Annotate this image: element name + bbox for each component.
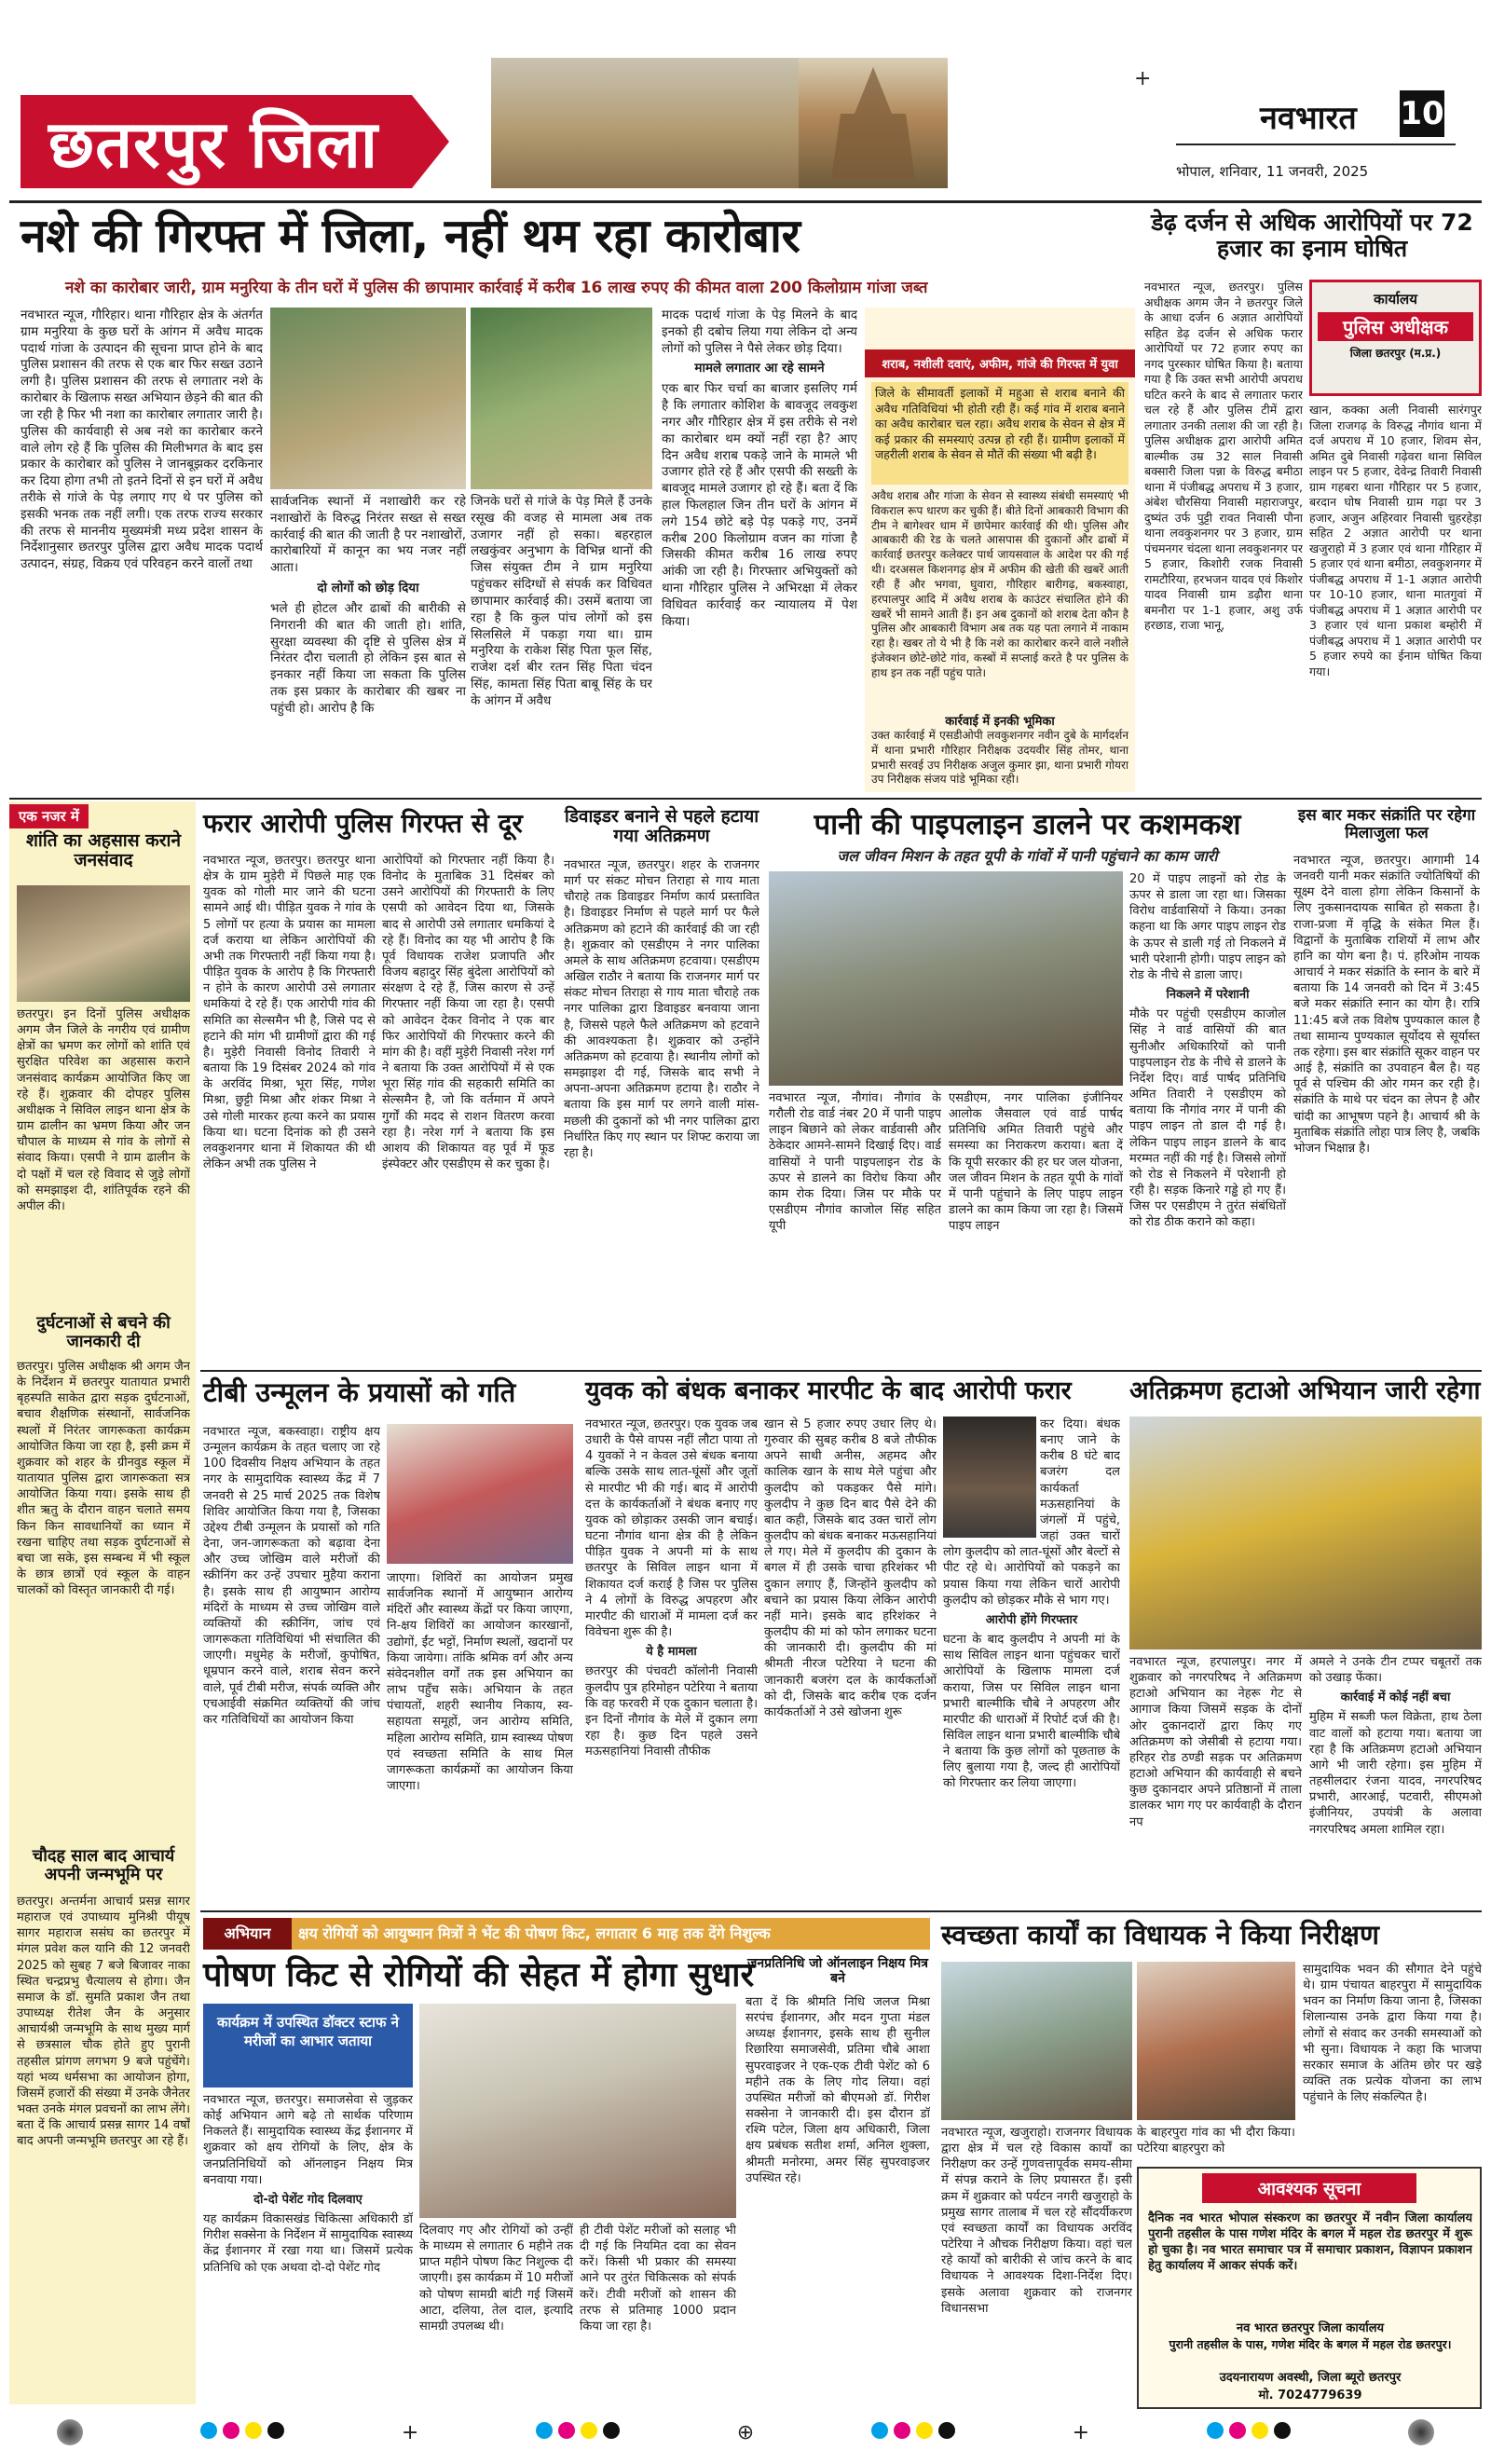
atikraman-col-2: [1309, 1654, 1482, 1906]
poshan-col-1b-text: यह कार्यक्रम विकासखंड चिकित्सा अधिकारी डॉ गिरीश सक्सेना के निर्देशन में सामुदायिक स्वास्थ्य केंद्र ईशानगर में रखा गया था। जिसमें प्रत्येक प्रतिनिधि को एक अथवा दो-दो पेशेंट गोद: [203, 2212, 413, 2275]
dateline: भोपाल, शनिवार, 11 जनवरी, 2025: [1176, 163, 1369, 180]
bandhak-col-1b-text: छतरपुर की पंचवटी कॉलोनी निवासी कुलदीप पुत्र हरिमोहन पटेरिया ने बताया कि वह फरवरी में एक दुकान चलाता है। इन दिनों नौगांव के मेले में दुकान लगा रहा है। कुछ दिन पहले उसने मऊसहानियां निवासी तौफीक: [585, 1664, 758, 1759]
paper-name: नवभारत: [1260, 100, 1357, 137]
lead-col-4: [662, 308, 857, 792]
bandhak-col-1-subhead: ये है मामला: [646, 1645, 697, 1660]
atikraman-col-2-text: अमले ने उनके टीन टप्पर चबूतरों तक को उखाड़ फेंका।: [1309, 1655, 1482, 1686]
sidebar-story3-head: चौदह साल बाद आचार्य अपनी जन्मभूमि पर: [32, 1846, 175, 1885]
sharab-box-body: अवैध शराब और गांजा के सेवन से स्वास्थ्य संबंधी समस्याएं भी विकराल रूप धारण कर चुकी हैं। बीते दिनों आबकारी विभाग की टीम ने बागेश्वर धाम में छापेमार कार्रवाई की थी। पुलिस और आबकारी की रेड के चलते आसपास की दुकानों और ढाबों में कार्रवाई छतरपुर कलेक्टर पार्थ जायसवाल के आदेश पर की गई थी। दरअसल किशनगढ़ क्षेत्र में अफीम की खेती की खबरें आती रही हैं और भगवा, घुवारा, गौरिहार बारीगढ़, बकस्वाहा, हरपालपुर आदि में अवैध शराब के काउंटर संचालित होने की खबरें भी सामने आती हैं। इन अब दुकानों को शराब देता कौन है पुलिस और आबकारी विभाग अब तक यह पता लगाने में नाकाम रहा है। खबर तो ये भी है कि नशे का कारोबार करने वाले नशीले इंजेक्शन छोटे-छोटे गांव, कस्बों में सप्लाई करते है पर पुलिस के हाथ इन तक नहीं पहुंच पाते।: [871, 489, 1129, 679]
suchna-body: दैनिक नव भारत भोपाल संस्करण का छतरपुर में नवीन जिला कार्यालय पुरानी तहसील के पास गणेश मंदिर के बगल में महल रोड छतरपुर में शुरू हो चुका है। नव भारत समाचार पत्र में समाचार प्रकाशन, विज्ञापन प्रकाशन हेतु कार्यालय में आकर संपर्क करें।: [1148, 2211, 1472, 2274]
poshan-col-3: ही टीवी पेशेंट मरीजों को सलाह भी दी गई कि नियमित दवा का सेवन करें। किसी भी प्रकार की समस्या आने पर तुरंत चिकित्सक को संपर्क करें। टीवी मरीजों को शासन की तरफ से प्रतिमाह 1000 प्रदान किया जा रहा है।: [580, 2224, 736, 2334]
poshan-col-1-subhead: दो-दो पेशेंट गोद दिलवाए: [253, 2192, 362, 2207]
poshan-band-text: क्षय रोगियों को आयुष्मान मित्रों ने भेंट की पोषण किट, लगातार 6 माह तक देंगे निशुल्क: [298, 1924, 771, 1942]
temple-photo: [799, 58, 948, 188]
pipeline-subhead: जल जीवन मिशन के तहत यूपी के गांवों में पानी पहुंचाने का काम जारी: [837, 847, 1218, 865]
lead-photo-2: [471, 308, 652, 489]
sidebar-photo: [17, 885, 190, 1002]
lead-col-1-text: नवभारत न्यूज, गौरिहार। थाना गौरिहार क्षेत्र के अंतर्गत ग्राम मनुरिया के कुछ घरों के आंगन में अवैध मादक पदार्थ गांजा के उत्पादन की सूचना प्राप्त होने के बाद पुलिस प्रशासन की तरफ से एक बार फिर सख्त उठाने लगी है। पुलिस प्रशासन की तरफ से लगातार नशे के कारोबार के खिलाफ सख्त अभियान छेड़ने की बात की जा रही है फिर भी नशा का कारोबार लगातार जारी है। पुलिस की कार्यवाही से अब नशे का कारोबार करने वाले लोग रहे हैं कि पुलिस की मिलीभगत के बाद इस प्रकार के कारोबार को पुलिस ने जानबूझकर दरकिनार कर दिया होगा तभी तो इतने दिनों से इन घरों में अवैध तरीके से गांजे के पेड़ लगाए गए थे पर पुलिस को इसकी भनक तक नहीं लगी। एक तरफ राज्य सरकार की तरफ से माननीय मुख्यमंत्री मध्य प्रदेश शासन के निर्देशानुसार छतरपुर पुलिस द्वारा अवैध मादक पदार्थ उत्पादन, संग्रह, विक्रय एवं परिवहन करने वालों तथा: [21, 308, 263, 572]
lead-col-2: [270, 494, 466, 792]
registration-mark: +: [1134, 67, 1152, 90]
lead-col-2-subhead: दो लोगों को छोड़ दिया: [317, 581, 419, 596]
bandhak-col-3-subhead: आरोपी होंगे गिरफ्तार: [985, 1612, 1078, 1627]
swachhta-photo-1: [941, 1962, 1132, 2120]
masthead-bottom-rule: [9, 200, 1482, 203]
divider-text: नवभारत न्यूज, छतरपुर। शहर के राजनगर मार्ग पर संकट मोचन तिराहा से गाय माता चौराहे तक डिवाइडर निर्माण कार्य प्रस्तावित है। डिवाइडर निर्माण से पहले मार्ग पर फैले अतिक्रमण को हटाने की कार्रवाई की जा रही है। शुक्रवार को एसडीएम ने नगर पालिका अमले के साथ अतिक्रमण हटवाया। एसडीएम अखिल राठौर ने बताया कि राजनगर मार्ग पर संकट मोचन तिराहा से गाय माता चौराहे तक नगर पालिका द्वारा डिवाइडर बनवाया जाना है, जिससे पहले फैले अतिक्रमण को हटवाने की आवश्यकता है। शुक्रवार को उन्होंने अतिक्रमण को हटवाया है। स्थानीय लोगों को समझाइश दी गई, जिसके बाद सभी ने अपना-अपना अतिक्रमण हटाया है। राठौर ने बताया कि इस मार्ग पर लगने वाली मांस-मछली की दुकानों को भी नगर पालिका द्वारा निर्धारित किए गए स्थान पर शिफ्ट कराया जा रहा है।: [564, 858, 759, 1160]
swachhta-col-1: नवभारत न्यूज, खजुराहो। राजनगर विधायक द्वारा क्षेत्र में चल रहे विकास कार्यों का निरीक्षण कर उन्हें गुणवत्तापूर्वक समय-सीमा में संपन्न कराने के लिए प्रयासरत हैं। इसी क्रम में शुक्रवार को पर्यटन नगरी खजुराहो के प्रमुख सागर तालाब में चल रहे सौंदर्यीकरण एवं स्वच्छता कार्यों का विधायक अरविंद पटेरिया ने औचक निरीक्षण किया। वहां चल रहे कार्यों को बारीकी से जांच करने के बाद विधायक ने आवश्यक दिशा-निर्देश दिए। इसके अलावा शुक्रवार को राजनगर विधानसभा: [941, 2126, 1132, 2316]
sharab-box-title: शराब, नशीली दवाएं, अफीम, गांजे की गिरफ्त में युवा: [865, 349, 1135, 377]
farar-headline: फरार आरोपी पुलिस गिरफ्त से दूर: [203, 808, 523, 839]
tb-photo: [387, 1424, 573, 1564]
registration-plus-2: ⊕: [736, 2420, 755, 2444]
poshan-col-4-head: जनप्रतिनिधि जो ऑनलाइन निक्षय मित्र बने: [746, 1956, 928, 1986]
pipeline-col-3-subhead: निकलने में परेशानी: [1166, 988, 1250, 1003]
sankranti-headline: इस बार मकर संक्रांति पर रहेगा मिलाजुला फल: [1297, 806, 1476, 843]
sharab-box-intro: जिले के सीमावर्ती इलाकों में महुआ से शराब बनाने की अवैध गतिविधियां भी होती रही हैं। कई गांव में शराब बनाने का अवैध कारोबार चल रहा। अवैध शराब के सेवन से क्षेत्र में कई प्रकार की समस्याएं उत्पन्न हो रही हैं। ग्रामीण इलाकों में जहरीली शराब के सेवन से मौतें की संख्या भी बढ़ी है।: [871, 382, 1129, 485]
rule-3: [200, 1910, 1482, 1912]
lead-col-3: [471, 494, 652, 792]
poshan-headline: पोषण किट से रोगियों की सेहत में होगा सुधार: [203, 1956, 755, 1994]
pipeline-headline: पानी की पाइपलाइन डालने पर कशमकश: [814, 808, 1241, 842]
bandhak-col-1-text: नवभारत न्यूज, छतरपुर। एक युवक जब उधारी के पैसे वापस नहीं लौटा पाया तो 4 युवकों ने न केवल उसे बंधक बनाया बल्कि उसके साथ लात-घूंसों और जूतों से मारपीट भी की गई। बाद में आरोपी दत्त के कार्यकर्ताओं ने बंधक बनाए गए युवक को छोड़ाकर उसकी जान बचाई। घटना नौगांव थाना क्षेत्र की है लेकिन पीड़ित युवक ने अपनी मां के साथ छतरपुर के सिविल लाइन थाना में शिकायत दर्ज कराई है जिस पर पुलिस ने 4 लोगों के विरुद्ध अपहरण और मारपीट की धाराओं में मामला दर्ज कर विवेचना शुरू की है।: [585, 1417, 758, 1640]
bandhak-headline: युवक को बंधक बनाकर मारपीट के बाद आरोपी फरार: [585, 1376, 1072, 1405]
pipeline-col-1: नवभारत न्यूज, नौगांव। नौगांव के गरौली रोड वार्ड नंबर 20 में पानी पाइप लाइन बिछाने को लेकर वार्डवासी और ठेकेदार आमने-सामने दिखाई दिए। वार्ड वासियों ने पानी पाइपलाइन रोड के ऊपर से डालने का विरोध किया और काम रोक दिया। जिस पर मौके पर एसडीएम नौगांव काजोल सिंह सहित यूपी: [769, 1091, 941, 1234]
sign-line-3: जिला छतरपुर (म.प्र.): [1349, 347, 1442, 360]
rule-2: [200, 1370, 1482, 1372]
inaam-body-1: नवभारत न्यूज, छतरपुर। पुलिस अधीक्षक अगम जैन ने छतरपुर जिले के आधा दर्जन 6 अज्ञात आरोपियों सहित डेढ़ दर्जन से अधिक फरार आरोपियों पर 72 हजार रुपए का नगद पुरस्कार घोषित किया है। बताया गया है कि उक्त सभी आरोपी अपराध घटित करने के बाद से लगातार फरार चल रहे हैं और पुलिस टीमें द्वारा लगातार उनकी तलाश की जा रही है। पुलिस अधीक्षक द्वारा आरोपी अमित बाल्मीक उम्र 32 साल निवासी बक्सारी जिला पन्ना के विरुद्ध बमीठा थाना में पंजीबद्ध अपराध में 3 हजार, अंबेश चौरसिया निवासी महाराजपुर, दुष्यंत उर्फ पुट्टी रावत निवासी पौना थाना लवकुशनगर पर 3 हजार, ग्राम पंचमनगर चंदला थाना लवकुशनगर पर 5 हजार, किशोरी रजक निवासी रामटौरिया, हरभजन यादव एवं किशोर यादव निवासी ग्राम डढ़ौरा थाना बमनौरा पर 1-1 हजार, अशु उर्फ हरछाड, राजा भानू,: [1144, 280, 1303, 632]
poshan-col-1: [203, 2092, 413, 2409]
poshan-tag: अभियान: [203, 1918, 292, 1950]
sp-office-sign: [1309, 280, 1482, 396]
color-dots-3: [869, 2422, 958, 2443]
farar-col-1: नवभारत न्यूज, छतरपुर। छतरपुर थाना क्षेत्र के ग्राम मुड़ेरी में पिछले माह एक युवक को गोली मार जाने की घटना सामने आई थी। पीड़ित युवक ने गांव के 5 लोगों पर हत्या के प्रयास का मामला दर्ज कराया था लेकिन आरोपियों की अभी तक गिरफ्तारी नहीं किया गया है। पीड़ित युवक के आरोप है कि गिरफ्तारी न होने के कारण आरोपी उसे लगातार धमकियां दे रहे हैं। एक आरोपी गांव की समिति का सेल्समैन भी है, जिसे पद से हटाने की मांग भी ग्रामीणों द्वारा की गई है। मुड़ेरी निवासी विनोद तिवारी ने बताया कि 19 दिसंबर 2024 को गांव के अरविंद मिश्रा, भूरा सिंह, गणेश मिश्रा, छुट्टी मिश्रा और शंकर मिश्रा ने उसे गोली मारकर हत्या करने का प्रयास किया था। घटना दिनांक को ही उसने लवकुशनगर थाना में शिकायत की थी लेकिन अभी तक पुलिस ने: [203, 854, 376, 1171]
atikraman-photo: [1129, 1417, 1482, 1650]
color-dots-2: [533, 2422, 622, 2443]
tb-col-1: नवभारत न्यूज, बकस्वाहा। राष्ट्रीय क्षय उन्मूलन कार्यक्रम के तहत चलाए जा रहे 100 दिवसीय निक्षय अभियान के तहत नगर के सामुदायिक स्वास्थ्य केंद्र में 7 जनवरी से 25 मार्च 2025 तक विशेष शिविर आयोजित किया गया है, जिसका उद्देश्य टीबी उन्मूलन के प्रयासों को गति देना, जन-जागरूकता को बढ़ावा देना और उच्च जोखिम वाले मरीजों की स्क्रीनिंग कर उन्हें उपचार मुहैया कराना है। इसके साथ ही आयुष्मान आरोग्य मंदिरों के माध्यम से उच्च जोखिम वाले व्यक्तियों की स्क्रीनिंग, जांच एवं जागरूकता गतिविधियां भी संचालित की जाएगी। मधुमेह के मरीजों, कुपोषित, धूम्रपान करने वाले, शराब सेवन करने वाले, पूर्व टीबी मरीज, संपर्क व्यक्ति और एचआईवी संक्रमित व्यक्तियों की जांच कर गतिविधियों का आयोजन किया: [203, 1425, 380, 1727]
bandhak-col-1: [585, 1417, 758, 1906]
poshan-col-4: बता दें कि श्रीमति निधि जलज मिश्रा सरपंच ईशानगर, और मदन गुप्ता मंडल अध्यक्ष ईशानगर, इसके साथ ही सुनील रिछारिया समाजसेवी, प्रतिमा चौबे आशा सुपरवाइजर ने एक-एक टीवी पेशेंट को 6 महीने तक के लिए गोद लिया। वहां उपस्थित मरीजों को बीएमओ डॉ. गिरीश सक्सेना ने जानकारी दी। इस दौरान डॉ रश्मि पटेल, जिला क्षय अधिकारी, जिला क्षय प्रबंधक सतीश शर्मा, अनिल शुक्ला, श्रीमती मनोरमा, अमर सिंह सुपरवाइजर उपस्थित रहे।: [746, 1995, 930, 2185]
farar-col-2: आरोपियों को गिरफ्तार नहीं किया है। विनोद के मुताबिक 31 दिसंबर को उसने आरोपियों की गिरफ्तारी के लिए एसपी को आवेदन दिया था, जिसके बाद से आरोपी उसे लगातार धमकियां दे रहे हैं। विनोद का यह भी आरोप है कि पूर्व विधायक राजेश प्रजापति और विजय बहादुर सिंह बुंदेला आरोपियों को संरक्षण दे रहे हैं, जिस कारण से उन्हें गिरफ्तार नहीं किया जा रहा है। एसपी को आवेदन देकर विनोद ने एक बार फिर आरोपियों की गिरफ्तार करने की मांग की है। वहीं मुड़ेरी निवासी नरेश गर्ग ने बताया कि उक्त आरोपियों में से एक भूरा सिंह गांव की सहकारी समिति का सेल्समैन है, जो कि वर्तमान में अपने गुर्गों की मदद से राशन वितरण करवा रहा है। नरेश गर्ग ने बताया कि इस आशय की शिकायत वह पूर्व में फूड इंस्पेक्टर और एसडीएम से कर चुका है।: [382, 854, 554, 1171]
fort-photo: [491, 58, 799, 188]
lead-headline: नशे की गिरफ्त में जिला, नहीं थम रहा कारोबार: [21, 209, 800, 263]
tb-headline: टीबी उन्मूलन के प्रयासों को गति: [203, 1376, 516, 1408]
pipeline-col-3: [1129, 871, 1286, 1365]
lead-photo-1: [270, 308, 466, 489]
atikraman-col-1: नवभारत न्यूज, हरपालपुर। नगर में शुक्रवार को नगरपरिषद ने अतिक्रमण हटाओ अभियान का नेहरू गेट से आगाज किया जिसमें सड़क के दोनों ओर दुकानदारों द्वारा किए गए अतिक्रमण को जेसीबी से हटाया गया। हरिहर रोड ठण्डी सड़क पर अतिक्रमण हटाओ अभियान की कार्यवाही से बचने कुछ दुकानदार अपने प्रतिष्ठानों में ताला डालकर भाग गए पर कार्यवाही के दौरान नप: [1129, 1655, 1302, 1829]
sidebar-story2-head: दुर्घटनाओं से बचने की जानकारी दी: [36, 1313, 171, 1352]
sidebar-story3-text: छतरपुर। अन्तर्मना आचार्य प्रसन्न सागर महाराज एवं उपाध्याय मुनिश्री पीयूष सागर महाराज ससंघ का छतरपुर में मंगल प्रवेश कल यानि की 12 जनवरी 2025 को सुबह 7 बजे बिजावर नाका स्थित चन्द्रप्रभु चैत्यालय से होगा। जैन समाज के डॉ. सुमति प्रकाश जैन तथा उपाध्यक्ष रीतेश जैन के अनुसार आचार्यश्री जन्मभूमि के साथ मुख्य मार्ग से छत्रसाल चौक होते हुए पुरानी तहसील प्रांगण लगभग 9 बजे पहुंचेंगे। यहां भव्य धर्मसभा का आयोजन होगा, जिसमें हजारों की संख्या में उनके जैनेतर भक्त उनके मंगल प्रवचनों का लाभ लेंगे। बता दें कि आचार्य प्रसन्न सागर 14 वर्षों बाद अपनी जन्मभूमि छतरपुर आ रहे हैं।: [17, 1895, 190, 2149]
sidebar-story1-text: छतरपुर। इन दिनों पुलिस अधीक्षक अगम जैन जिले के नगरीय एवं ग्रामीण क्षेत्रों का भ्रमण कर लोगों को शांति एवं सुरक्षित परिवेश का अहसास कराने जनसंवाद कार्यक्रम आयोजित किए जा रहे हैं। शुक्रवार की दोपहर पुलिस अधीक्षक ने सिविल लाइन थाना क्षेत्र के ग्राम ढालीन का भ्रमण किया और जन चौपाल के माध्यम से गांव के लोगों से संवाद किया। एसपी ने ग्राम ढालीन के दो पक्षों में चल रहे विवाद से जुड़े लोगों को समझाइश दी, शांतिपूर्वक रहने की अपील की।: [17, 1007, 190, 1213]
registration-circle-right: [1408, 2419, 1434, 2445]
lead-subhead: नशे का कारोबार जारी, ग्राम मनुरिया के तीन घरों में पुलिस की छापामार कार्रवाई में करीब 16 लाख रुपए की कीमत वाला 200 किलोग्राम गांजा जब्त: [65, 279, 928, 297]
suchna-title: आवश्यक सूचना: [1202, 2173, 1416, 2203]
registration-circle-left: [57, 2419, 83, 2445]
lead-col-4-text: मादक पदार्थ गांजा के पेड़ मिलने के बाद इनको ही दबोच लिया गया लेकिन दो अन्य लोगों को पुलिस ने पैसे लेकर छोड़ दिया।: [662, 308, 857, 356]
suchna-office-2: पुरानी तहसील के पास, गणेश मंदिर के बगल में महल रोड छतरपुर।: [1169, 2337, 1452, 2351]
inaam-headline: डेढ़ दर्जन से अधिक आरोपियों पर 72 हजार का इनाम घोषित: [1151, 209, 1473, 262]
poshan-photo: [419, 2004, 736, 2218]
page-number: 10: [1400, 90, 1444, 137]
pipeline-photo: [769, 871, 1123, 1086]
swachhta-col-2: के बाहरपुरा गांव का भी दौरा किया। पटेरिया बाहरपुरा को: [1137, 2126, 1295, 2156]
pipeline-col-2: एसडीएम, नगर पालिका इंजीनियर आलोक जैसवाल एवं वार्ड पार्षद प्रतिनिधि अमित तिवारी पहुंचे और समस्या का निराकरण कराया। बता दें कि यूपी सरकार की हर घर जल योजना, जल जीवन मिशन के तहत यूपी के गांवों में पानी पहुंचाने के लिए पाइप लाइन डालने का काम किया जा रहा है। जिसमें पाइप लाइन: [949, 1091, 1123, 1234]
color-dots-4: [1204, 2422, 1293, 2443]
suchna-office-1: नव भारत छतरपुर जिला कार्यालय: [1236, 2321, 1385, 2335]
atikraman-headline: अतिक्रमण हटाओ अभियान जारी रहेगा: [1129, 1376, 1481, 1405]
sign-line-1: कार्यालय: [1374, 291, 1417, 308]
bandhak-col-3b-text: घटना के बाद कुलदीप ने अपनी मां के साथ सिविल लाइन थाना पहुंचकर चारों आरोपियों के खिलाफ मामला दर्ज कराया, जिस पर सिविल लाइन थाना प्रभारी बाल्मीकि चौबे ने अपहरण और मारपीट की धाराओं में रिपोर्ट दर्ज की है। सिविल लाइन थाना प्रभारी बाल्मीकि चौबे ने बताया कि कुछ लोगों को पूछताछ के लिए बुलाया गया है, जल्द ही आरोपियों को गिरफ्तार कर लिया जाएगा।: [943, 1633, 1120, 1791]
lead-col-3-text: जिनके घरों से गांजे के पेड़ मिले हैं उनके रसूख की वजह से मामला अब तक उजागर नहीं हो सका। बहरहाल लखकुंवर अनुभाग के विभिन्न थानों की जिस संयुक्त टीम ने ग्राम मनुरिया पहुंचकर संदिग्धों से संपर्क कर विधिवत छापामार कार्रवाई की। उसमें बताया जा रहा है कि कुल पांच लोगों को इस सिलसिले में पकड़ा गया था। ग्राम मनुरिया के राकेश सिंह पिता फूल सिंह, राजेश दर्श बीर रतन सिंह पिता चंदन सिंह, कामता सिंह पिता बाबू सिंह के घर के आंगन में अवैध: [471, 494, 652, 708]
swachhta-headline: स्वच्छता कार्यों का विधायक ने किया निरीक्षण: [941, 1919, 1379, 1951]
section-title: छतरपुर जिला: [21, 95, 412, 188]
rule-1: [9, 798, 1482, 800]
divider-headline: डिवाइडर बनाने से पहले हटाया गया अतिक्रमण: [564, 806, 759, 847]
bandhak-col-2: खान से 5 हजार रुपए उधार लिए थे। गुरुवार की सुबह करीब 8 बजे तौफीक अपने साथी अनीस, अहमद और कालिक खान के साथ मेले पहुंचा और कुलदीप को पकड़कर पैसे मांगे। कुलदीप ने कुछ दिन बाद पैसे देने की बात कही, जिसके बाद उक्त चारों लोग कुलदीप को बंधक बनाकर मऊसहानियां ले गए। मेले में कुलदीप की दुकान के बगल में ही उसके चाचा हरिशंकर भी दुकान लगाए हैं, जिन्होंने कुलदीप को बचाने का प्रयास किया लेकिन आरोपी नहीं माने। इसके बाद हरिशंकर ने कुलदीप की मां को फोन लगाकर घटना की जानकारी दी। कुलदीप की मां श्रीमती नीरज पटेरिया ने घटना की जानकारी बजरंग दल के कार्यकर्ताओं को दी, जिसके बाद करीब एक दर्जन कार्यकर्ताओं ने उसे खोजना शुरू: [764, 1417, 937, 1719]
sidebar-story2-text: छतरपुर। पुलिस अधीक्षक श्री अगम जैन के निर्देशन में छतरपुर यातायात प्रभारी बृहस्पति साकेत द्वारा सड़क दुर्घटनाओं, बचाव शैक्षणिक संस्थानों, सार्वजनिक स्थलों में निरंतर जागरूकता कार्यक्रम आयोजित किया जा रहा है, इसी क्रम में शुक्रवार को शहर के ग्रीनवुड स्कूल में यातायात पुलिस द्वारा जागरूकता सत्र आयोजित किया गया। इसके साथ ही शीत ऋतु के दौरान वाहन चलाते समय किन किन सावधानियों का ध्यान में रखना चाहिए तथा सड़क दुर्घटनाओं से बचा जा सके, इस सम्बन्ध में भी स्कूल के छात्र छात्रों एवं स्कूल के वाहन चालकों को विस्तृत जानकारी दी गई।: [17, 1360, 190, 1598]
color-dots-1: [198, 2422, 287, 2443]
poshan-callout: कार्यक्रम में उपस्थित डॉक्टर स्टाफ ने मरीजों का आभार जताया: [203, 2004, 413, 2088]
registration-plus-1: +: [401, 2420, 419, 2444]
lead-col-2-text: सार्वजनिक स्थानों में नशाखोरी कर रहे नशाखोरों के विरुद्ध निरंतर सख्त से सख्त कार्रवाई की बात की जाती है पर नशाखोरों, कारोबारियों में कानून का भय नजर नहीं आता।: [270, 494, 466, 576]
lead-col-4b-text: एक बार फिर चर्चा का बाजार इसलिए गर्म है कि लगातार कोशिश के बावजूद लवकुश नगर और गौरिहार क्षेत्र में इस तरीके से नशे का कारोबार थम क्यों नहीं रहा है? आए दिन अवैध शराब पकड़े जाने के मामले भी उजागर होते रहे हैं और एसपी की सख्ती के बावजूद मामले उजागर हो रहे हैं। बता दें कि हाल फिलहाल जिन तीन घरों के आंगन में लगे 154 छोटे बड़े पेड़ पकड़े गए, उनमें करीब 200 किलोग्राम वजन का गांजा है जिसकी कीमत करीब 16 लाख रुपए आंकी जा रही है। गिरफ्तार अभियुक्तों को थाना गौरिहार पुलिस ने अभिरक्षा में लेकर विधिवत कार्रवाई कर न्यायालय में पेश किया।: [662, 381, 857, 629]
suchna-contact-name: उदयनारायण अवस्थी, जिला ब्यूरो छतरपुर: [1219, 2371, 1402, 2385]
sharab-action-head: कार्रवाई में इनकी भूमिका: [945, 715, 1055, 729]
masthead: [21, 58, 1474, 198]
sharab-action-text: उक्त कार्रवाई में एसडीओपी लवकुशनगर नवीन दुबे के मार्गदर्शन में थाना प्रभारी गौरिहार निरीक्षक उदयवीर सिंह तोमर, थाना प्रभारी सरवई उप निरीक्षक अजुल कुमार झा, थाना प्रभारी गोयरा उप निरीक्षक संजय पांडे भूमिका रही।: [871, 729, 1129, 787]
bandhak-col-3-text: कर दिया। बंधक बनाए जाने के करीब 8 घंटे बाद बजरंग दल कार्यकर्ता मऊसहानियां के जंगलों में पहुंचे, जहां उक्त चारों लोग कुलदीप को लात-घूंसों और बेल्टों से पीट रहे थे। आरोपियों को पकड़ने का प्रयास किया गया लेकिन चारों आरोपी कुलदीप को छोड़कर मौके से भाग गए।: [943, 1417, 1120, 1608]
lead-col-1: [21, 308, 263, 792]
sidebar-story1-head: शांति का अहसास कराने जनसंवाद: [26, 830, 181, 871]
section-title-arrow: [412, 95, 449, 188]
suchna-contact-mobile: मो. 7024779639: [1258, 2389, 1362, 2402]
sign-line-2: पुलिस अधीक्षक: [1318, 312, 1473, 341]
swachhta-photo-2: [1137, 1962, 1295, 2120]
registration-strip: [0, 2414, 1491, 2451]
pipeline-col-3-text: 20 में पाइप लाइनों को रोड के ऊपर से डाला जा रहा था। जिसका विरोध वार्डवासियों ने किया। उनका कहना था कि अगर पाइप लाइन रोड के ऊपर से डाली गई तो निकलने में भारी परेशानी होगी। पाइप लाइन को रोड के नीचे से डाला जाए।: [1129, 872, 1286, 982]
registration-plus-3: +: [1072, 2420, 1090, 2444]
atikraman-col-2-subhead: कार्रवाई में कोई नहीं बचा: [1340, 1691, 1451, 1705]
pipeline-col-3b-text: मौके पर पहुंची एसडीएम काजोल सिंह ने वार्ड वासियों की बात सुनीऔर अधिकारियों को पानी पाइपलाइन रोड के नीचे से डालने के निर्देश दिए। वार्ड पार्षद प्रतिनिधि अमित तिवारी ने एसडीएम को बताया कि नौगांव नगर में पानी की पाइप लाइन तो डाल दी गई है। लेकिन पाइप लाइन डालने के बाद मरम्मत नहीं की गई है। जिससे लोगों को रोड से निकलने में परेशानी हो रही है। सड़क किनारे गड्ढे हो गए हैं। जिस पर एसडीएम ने तुरंत संबंधितों को रोड ठीक कराने को कहा।: [1129, 1007, 1286, 1230]
poshan-col-2: दिलवाए गए और रोगियों को उन्हीं के माध्यम से लगातार 6 महीने तक प्राप्त महीने पोषण किट निशुल्क दी जाएगी। इस कार्यक्रम में 10 मरीजों को पोषण सामग्री बांटी गई जिसमें आटा, दलिया, तेल दाल, इत्यादि सामग्री उपलब्ध थी।: [419, 2224, 573, 2334]
sankranti-text: नवभारत न्यूज, छतरपुर। आगामी 14 जनवरी यानी मकर संक्रांति ज्योतिषियों की सूक्ष्म देने वाला होगा लेकिन किसानों के लिए नुकसानदायक साबित हो सकता है। राजा-प्रजा में वृद्धि के संकेत मिल हैं। विद्वानों के मुताबिक राशियों में लाभ और हानि का योग बना है। पं. हरिओम नायक आचार्य ने मकर संक्रांति के स्नान के बारे में बताया कि 14 जनवरी को दिन में 3:45 बजे मकर संक्रांति स्नान का योग है। रात्रि 11:45 बजे तक विशेष पुण्यकाल काल है तथा सामान्य पुण्यकाल सूर्योदय से सूर्यास्त तक रहेगा। इस बार संक्रांति सूकर वाहन पर आई है, संक्रांति का उपवाहन बैल है। यह पूर्व से पश्चिम की ओर गमन कर रही है। संक्रांति के माथे पर चंदन का लेपन है और चांदी का आभूषण पहने है। आचार्य श्री के मुताबिक संक्रांति लोहा पात्र लिए है, जबकि भोजन भिक्षान्न है।: [1293, 854, 1480, 1156]
masthead-rule: [1176, 144, 1456, 145]
lead-col-4-subhead: मामले लगातार आ रहे सामने: [694, 361, 825, 376]
tb-col-2: जाएगा। शिविरों का आयोजन प्रमुख सार्वजनिक स्थानों में आयुष्मान आरोग्य मंदिरों और स्वास्थ्य केंद्रों पर किया जाएगा, नि-क्षय शिविरों का आयोजन कारखानों, उद्योगों, ईंट भट्टों, निर्माण स्थलों, खदानों पर किया जायेगा। तांकि श्रमिक वर्ग और अन्य संवेदनशील वर्गों तक इस अभियान का लाभ पहुँच सके। अभियान के तहत पंचायतों, शहरी स्थानीय निकाय, स्व-सहायता समूहों, जन आरोग्य समिति, महिला आरोग्य समिति, ग्राम स्वास्थ्य पोषण एवं स्वच्छता समिति के साथ मिल जागरूकता कार्यक्रमों का आयोजन किया जाएगा।: [387, 1571, 573, 1794]
swachhta-col-3: सामुदायिक भवन की सौगात देने पहुंचे थे। ग्राम पंचायत बाहरपुरा में सामुदायिक भवन का निर्माण किया जाना है, जिसका शिलान्यास उनके द्वारा किया गया है। लोगों से संवाद कर उनकी समस्याओं को भी सुना। विधायक ने कहा कि भाजपा सरकार समाज के अंतिम छोर पर खड़े व्यक्ति तक प्रत्येक योजना का लाभ पहुंचाने के लिए संकल्पित है।: [1303, 1963, 1482, 2105]
atikraman-col-2b-text: मुहिम में सब्जी फल विक्रेता, हाथ ठेला वाट वालों को हटाया गया। बताया जा रहा है कि अतिक्रमण हटाओ अभियान आगे भी जारी रहेगा। इस मुहिम में तहसीलदार रंजना यादव, नगरपरिषद प्रभारी, आरआई, पटवारी, सीएमओ इंजीनियर, उपयंत्री के अलावा नगरपरिषद अमला शामिल रहा।: [1309, 1710, 1482, 1837]
poshan-col-1-text: नवभारत न्यूज, छतरपुर। समाजसेवा से जुड़कर कोई अभियान आगे बढ़े तो सार्थक परिणाम निकलते हैं। सामुदायिक स्वास्थ्य केंद्र ईशानगर में शुक्रवार को क्षय रोगियों के लिए, क्षेत्र के जनप्रतिनिधियों को ऑनलाइन निक्षय मित्र बनवाया गया।: [203, 2093, 413, 2187]
bandhak-col-3: [943, 1417, 1120, 1906]
sidebar-tag: एक नजर में: [9, 804, 89, 828]
temple-icon: [799, 58, 948, 188]
lead-col-2b-text: भले ही होटल और ढाबों की बारीकी से निगरानी की बात की जाती हो। शांति, सुरक्षा व्यवस्था की दृष्टि से पुलिस क्षेत्र में निरंतर दौरा चलाती हो लेकिन इस बात से इनकार नहीं किया जा सकता कि पुलिस तक इस प्रकार के कारोबार की खबर ना पहुंची हो। आरोप है कि: [270, 600, 466, 716]
inaam-body-2: खान, कक्का अली निवासी सारंगपुर जिला राजगढ़ के विरुद्ध नौगांव थाना में दर्ज अपराध में 10 हजार, शिवम सेन, अमित दुबे निवासी गढ़ेवरा थाना सिविल लाइन पर 5 हजार, देवेन्द्र तिवारी निवासी ग्राम गहबरा थाना गौरिहार पर 5 हजार, बरदान घोष निवासी ग्राम गढ़ा पर 3 हजार, अजुन अहिरवार निवासी चुहरहेड़ा सहित 2 अज्ञात आरोपी पर थाना खजुराहो में 3 हजार एवं थाना गौरिहार में 5 हजार एवं थाना बमीठा, लवकुशनगर में पंजीबद्ध अपराध में 1-1 अज्ञात आरोपी पर 10-10 हजार, थाना मातगुवां में पंजीबद्ध अपराध में 1 अज्ञात आरोपी पर 3 हजार एवं थाना प्रकाश बम्होरी में पंजीबद्ध अपराध में 1 अज्ञात आरोपी पर 5 हजार रुपये का ईनाम घोषित किया गया।: [1309, 403, 1482, 678]
